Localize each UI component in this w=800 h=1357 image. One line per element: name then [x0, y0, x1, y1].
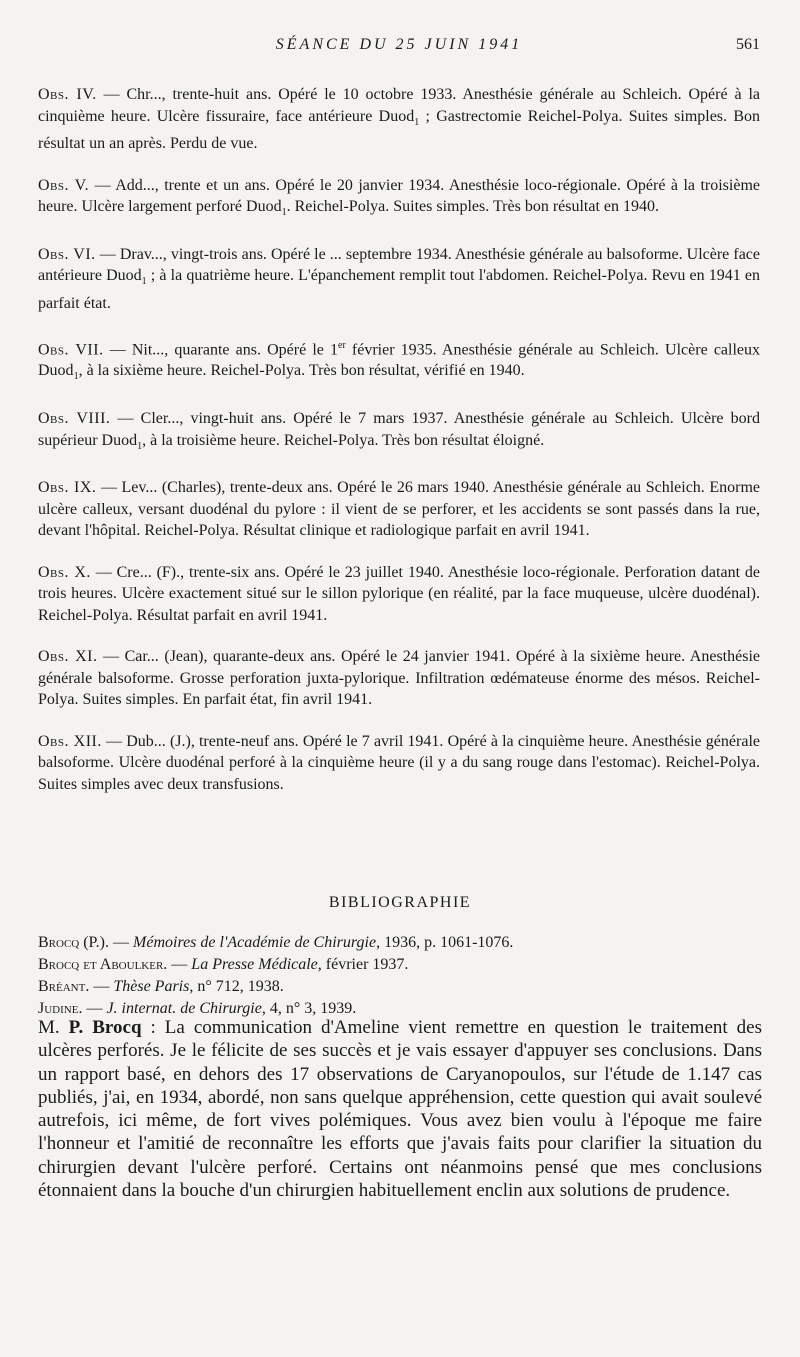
bibliography-work: Thèse Paris [113, 978, 190, 995]
bibliography-author: Brocq et Aboulker. [38, 956, 168, 973]
observation-text: — Nit..., quarante ans. Opéré le 1 [103, 340, 338, 358]
bibliography-author: Judine. [38, 1000, 83, 1017]
speaker-name: P. Brocq [68, 1017, 142, 1038]
subscript: 1 [137, 440, 143, 452]
subscript: 1 [73, 371, 79, 383]
observation-text: , à la troisième heure. Reichel-Polya. Très bon résultat éloigné. [142, 431, 545, 449]
observation-label: Obs. IX. [38, 479, 97, 497]
bibliography-work: J. internat. de Chirurgie [106, 1000, 262, 1017]
bibliography-details: , 1936, p. 1061-1076. [376, 934, 514, 951]
bibliography-details: , février 1937. [317, 956, 409, 973]
observation-xii [38, 731, 760, 796]
observation-iv [38, 84, 760, 155]
bibliography-title: BIBLIOGRAPHIE [328, 894, 472, 911]
observation-x [38, 562, 760, 627]
observation-vii [38, 335, 760, 389]
observation-label: Obs. XI. [38, 648, 98, 666]
bibliography-separator: — [82, 1000, 107, 1017]
discussion-paragraph [38, 1016, 762, 1202]
observation-text: — Cre... (F)., trente-six ans. Opéré le 23 juillet 1940. Anesthésie loco-régionale. Perforation datant de trois heures. Ulcère exactement situé sur le sillon pylorique (en réalité, par la face muqueuse, ulcère duodénal). Reichel-Polya. Résultat parfait en avril 1941. [38, 563, 760, 624]
observation-text: — Lev... (Charles), trente-deux ans. Opéré le 26 mars 1940. Anesthésie générale au Schleich. Enorme ulcère calleux, versant duodénal du pylore : il vient de se perforer, et les accidents se sont passés dans la rue, devant l'hôpital. Reichel-Polya. Résultat clinique et radiologique parfait en avril 1941. [38, 479, 760, 540]
observation-text: — Drav..., vingt-trois ans. Opéré le ... septembre 1934. Anesthésie générale au balsoforme. Ulcère face antérieure Duod [38, 245, 760, 285]
subscript: 1 [281, 207, 287, 219]
observation-label: Obs. IV. [38, 86, 97, 103]
observation-label: Obs. VIII. [38, 410, 111, 428]
running-head: SÉANCE DU 25 JUIN 1941 [275, 36, 523, 53]
speaker-title: M. [38, 1017, 69, 1038]
observation-text: , à la sixième heure. Reichel-Polya. Très bon résultat, vérifié en 1940. [78, 362, 525, 380]
bibliography-details: , 4, n° 3, 1939. [261, 1000, 357, 1017]
observation-label: Obs. VII. [38, 340, 104, 358]
bibliography-separator: — [109, 934, 134, 951]
observation-label: Obs. XII. [38, 732, 102, 750]
discussion-text: : La communication d'Ameline vient remettre en question le traitement des ulcères perforés. Je le félicite de ses succès et je vais essayer d'appuyer ses conclusions. Dans un rapport basé, en dehors des 17 observations de Caryanopoulos, sur l'étude de 1.147 cas publiés, j'ai, en 1934, abordé, non sans quelque appréhension, cette question qui avait soulevé autrefois, ici même, de fort vives polémiques. Vous avez bien voulu à l'époque me faire l'honneur et l'amitié de reconnaître les efforts que j'avais faits pour clarifier la situation du chirurgien devant l'ulcère perforé. Certains ont néanmoins pensé que mes conclusions étonnaient dans la bouche d'un chirurgien habituellement enclin aux solutions de prudence. [38, 1017, 762, 1202]
observation-text: — Add..., trente et un ans. Opéré le 20 janvier 1934. Anesthésie loco-régionale. Opéré à la troisième heure. Ulcère largement perforé Duod [38, 176, 760, 216]
observation-text: février 1935. Anesthésie générale au Schleich. Ulcère calleux Duod [38, 340, 761, 380]
bibliography-author: Brocq (P.). [38, 934, 110, 951]
observation-text: . Reichel-Polya. Suites simples. Très bon résultat en 1940. [286, 198, 660, 216]
bibliography-entry [38, 932, 760, 954]
page-number: 561 [736, 36, 760, 53]
bibliography-entry [38, 954, 760, 976]
observation-text: — Dub... (J.), trente-neuf ans. Opéré le 7 avril 1941. Opéré à la cinquième heure. Anesthésie générale balsoforme. Ulcère duodénal perforé à la cinquième heure (il y a du sang rouge dans l'estomac). Reichel-Polya. Suites simples avec deux transfusions. [38, 732, 760, 793]
page-header [38, 36, 760, 60]
observation-text: — Car... (Jean), quarante-deux ans. Opéré le 24 janvier 1941. Opéré à la sixième heure. Anesthésie générale balsoforme. Grosse perforation juxta-pylorique. Infiltration œdémateuse énorme des mésos. Reichel-Polya. Suites simples. En parfait état, fin avril 1941. [38, 648, 761, 709]
observations-list [38, 84, 760, 815]
observation-text: ; Gastrectomie Reichel-Polya. Suites simples. Bon résultat un an après. Perdu de vue. [38, 107, 760, 153]
observation-v [38, 175, 760, 224]
bibliography-details: , n° 712, 1938. [189, 978, 284, 995]
bibliography-entry [38, 976, 760, 998]
observation-label: Obs. V. [38, 176, 90, 194]
bibliography-work: La Presse Médicale [191, 956, 318, 973]
observation-label: Obs. X. [38, 563, 91, 581]
observation-viii [38, 408, 760, 457]
subscript: 1 [141, 276, 147, 288]
observation-vi [38, 244, 760, 315]
bibliography-list [38, 932, 760, 1020]
superscript: er [338, 339, 346, 351]
observation-xi [38, 646, 760, 711]
observation-label: Obs. VI. [38, 245, 96, 263]
observation-text: ; à la quatrième heure. L'épanchement remplit tout l'abdomen. Reichel-Polya. Revu en 1941 en parfait état. [38, 267, 760, 313]
observation-ix [38, 477, 760, 542]
observation-text: — Cler..., vingt-huit ans. Opéré le 7 mars 1937. Anesthésie générale au Schleich. Ulcère bord supérieur Duod [38, 410, 760, 449]
observation-text: — Chr..., trente-huit ans. Opéré le 10 octobre 1933. Anesthésie générale au Schleich. Opéré à la cinquième heure. Ulcère fissuraire, face antérieure Duod [38, 86, 760, 125]
bibliography-separator: — [89, 978, 114, 995]
bibliography-separator: — [167, 956, 192, 973]
bibliography-work: Mémoires de l'Académie de Chirurgie [133, 934, 377, 951]
bibliography-author: Bréant. [38, 978, 90, 995]
subscript: 1 [414, 116, 420, 128]
